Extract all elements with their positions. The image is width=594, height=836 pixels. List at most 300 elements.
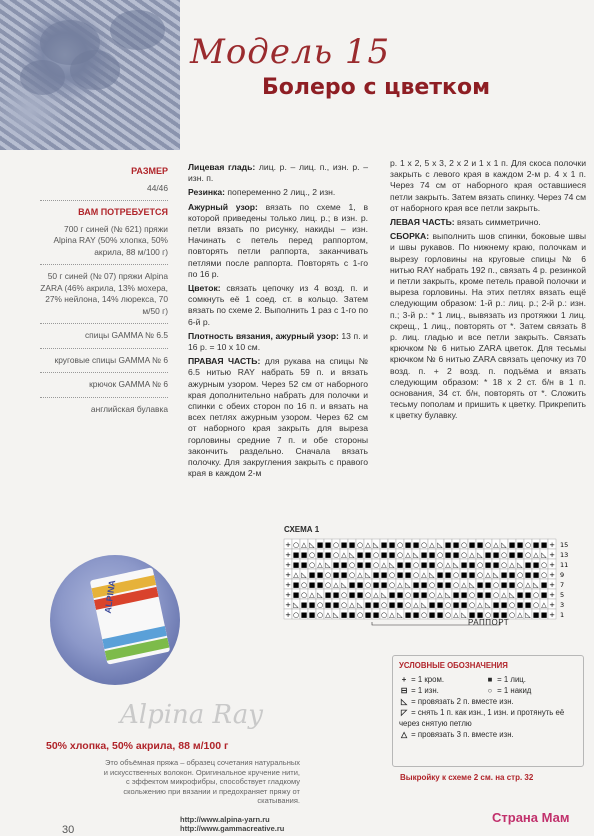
chart-symbol: △ — [325, 611, 331, 619]
edge-stitch-icon: + — [401, 675, 407, 684]
chart-symbol: ■ — [308, 601, 316, 609]
chart-symbol: ○ — [508, 611, 516, 619]
chart-symbol: ■ — [484, 591, 492, 599]
chart-symbol: ◺ — [541, 551, 547, 559]
chart-symbol: ◺ — [461, 611, 467, 619]
chart-symbol: △ — [517, 611, 523, 619]
chart-symbol: ○ — [532, 591, 540, 599]
chart-symbol: ○ — [348, 561, 356, 569]
chart-symbol: ◺ — [509, 591, 515, 599]
chart-symbol: ○ — [372, 551, 380, 559]
chart-symbol: ■ — [388, 591, 396, 599]
chart-symbol: ■ — [388, 541, 396, 549]
chart-symbol: ■ — [436, 611, 444, 619]
material-item: крючок GAMMA № 6 — [89, 379, 168, 389]
chart-symbol: △ — [349, 601, 355, 609]
chart-symbol: △ — [485, 571, 491, 579]
chart-symbol: ■ — [308, 611, 316, 619]
purl-stitch-icon: ⊟ — [400, 686, 408, 695]
chart-row-label: 9 — [560, 571, 565, 579]
chart-symbol: ○ — [340, 601, 348, 609]
footer-urls — [180, 815, 284, 833]
chart-row-label: 7 — [560, 581, 565, 589]
chart-symbol: ■ — [404, 611, 412, 619]
chart-symbol: ■ — [300, 611, 308, 619]
chart-caption: РАППОРТ — [468, 618, 510, 627]
chart-symbol: ■ — [476, 581, 484, 589]
chart-symbol: ■ — [412, 611, 420, 619]
chart-symbol: △ — [453, 611, 459, 619]
chart-symbol: ■ — [300, 601, 308, 609]
alpina-link[interactable]: http://www.alpina-yarn.ru — [180, 815, 270, 824]
chart-symbol: ■ — [476, 591, 484, 599]
chart-symbol: ○ — [492, 591, 500, 599]
chart-symbol: ○ — [476, 561, 484, 569]
chart-symbol: ■ — [396, 601, 404, 609]
chart-symbol: △ — [397, 581, 403, 589]
chart-symbol: ○ — [452, 581, 460, 589]
chart-symbol: ■ — [508, 571, 516, 579]
chart-symbol: ■ — [524, 571, 532, 579]
chart-symbol: ○ — [364, 581, 372, 589]
chart-symbol: ○ — [452, 571, 460, 579]
chart-symbol: △ — [309, 591, 315, 599]
chart-symbol: △ — [357, 571, 363, 579]
chart-symbol: ◺ — [493, 571, 499, 579]
chart-symbol: ○ — [524, 551, 532, 559]
chart-symbol: ○ — [420, 541, 428, 549]
chart-symbol: ■ — [340, 611, 348, 619]
instructions-column-1 — [188, 162, 368, 482]
chart-symbol: ■ — [444, 551, 452, 559]
chart-symbol: ■ — [396, 561, 404, 569]
chart-symbol: △ — [509, 561, 515, 569]
chart-symbol: ◺ — [445, 591, 451, 599]
chart-symbol: ■ — [500, 611, 508, 619]
chart-symbol: ○ — [460, 551, 468, 559]
chart-symbol: △ — [341, 551, 347, 559]
chart-symbol: ■ — [380, 551, 388, 559]
yarn-spec: 50% хлопка, 50% акрила, 88 м/100 г — [46, 740, 229, 752]
chart-symbol: ◺ — [421, 601, 427, 609]
chart-symbol: ■ — [532, 541, 540, 549]
chart-symbol: △ — [381, 561, 387, 569]
chart-symbol: ■ — [324, 601, 332, 609]
material-item: спицы GAMMA № 6.5 — [84, 330, 168, 340]
chart-symbol: ○ — [388, 581, 396, 589]
chart-symbol: ■ — [452, 601, 460, 609]
chart-symbol: ■ — [540, 611, 548, 619]
chart-symbol: + — [549, 611, 555, 619]
chart-symbol: + — [285, 551, 291, 559]
chart-symbol: ○ — [388, 571, 396, 579]
chart-symbol: + — [549, 541, 555, 549]
materials-column — [40, 160, 168, 416]
chart-symbol: ◺ — [525, 611, 531, 619]
chart-symbol: ○ — [380, 611, 388, 619]
chart-symbol: ■ — [292, 581, 300, 589]
chart-symbol: + — [285, 571, 291, 579]
chart-symbol: + — [285, 581, 291, 589]
chart-symbol: ■ — [396, 591, 404, 599]
chart-symbol: ○ — [444, 611, 452, 619]
chart-symbol: ○ — [484, 541, 492, 549]
paragraph: Резинка: попеременно 2 лиц., 2 изн. — [188, 187, 336, 198]
chart-symbol: ■ — [524, 591, 532, 599]
chart-symbol: ■ — [492, 611, 500, 619]
chart-symbol: ■ — [364, 601, 372, 609]
chart-row-label: 15 — [560, 541, 569, 549]
chart-symbol: ■ — [412, 541, 420, 549]
chart-symbol: + — [549, 561, 555, 569]
chart-symbol: ◺ — [317, 591, 323, 599]
chart-symbol: ◺ — [333, 611, 339, 619]
chart-symbol: ■ — [436, 601, 444, 609]
chart-symbol: ■ — [372, 611, 380, 619]
chart-symbol: ■ — [340, 541, 348, 549]
chart-symbol: ◺ — [373, 541, 379, 549]
chart-symbol: △ — [405, 551, 411, 559]
chart-symbol: ○ — [396, 551, 404, 559]
chart-symbol: ○ — [340, 591, 348, 599]
chart-symbol: ◺ — [437, 541, 443, 549]
chart-symbol: ■ — [492, 561, 500, 569]
chart-symbol: ○ — [492, 581, 500, 589]
chart-symbol: △ — [445, 561, 451, 569]
chart-symbol: ■ — [300, 561, 308, 569]
chart-symbol: △ — [461, 581, 467, 589]
chart-symbol: ○ — [380, 601, 388, 609]
chart-symbol: ○ — [484, 611, 492, 619]
chart-symbol: ■ — [468, 561, 476, 569]
chart-symbol: ○ — [316, 611, 324, 619]
chart-symbol: ■ — [540, 541, 548, 549]
chart-symbol: ■ — [460, 591, 468, 599]
chart-symbol: ■ — [316, 581, 324, 589]
chart-symbol: ○ — [292, 541, 300, 549]
chart-symbol: ■ — [460, 601, 468, 609]
size-value: 44/46 — [147, 182, 168, 193]
chart-symbol: ■ — [412, 581, 420, 589]
chart-symbol: ◺ — [341, 581, 347, 589]
chart-symbol: ■ — [364, 561, 372, 569]
chart-symbol: ■ — [444, 571, 452, 579]
chart-symbol: ■ — [324, 551, 332, 559]
yarn-label: ALPINA — [90, 567, 170, 664]
chart-symbol: ○ — [300, 581, 308, 589]
chart-symbol: ◺ — [533, 581, 539, 589]
chart-symbol: ■ — [340, 561, 348, 569]
chart-symbol: ■ — [500, 571, 508, 579]
legend-box: УСЛОВНЫЕ ОБОЗНАЧЕНИЯ + = 1 кром. ■ = 1 лиц. ⊟ = 1 изн. ○ = 1 накид ◺ = провязать 2 п. вместе изн. ◸ = снять 1 п. как изн., 1 изн. и протянуть её через снятую петлю △ = провязать 3 п. вместе изн. — [392, 655, 584, 767]
chart-symbol: ■ — [396, 571, 404, 579]
chart-symbol: ◺ — [389, 561, 395, 569]
chart-symbol: + — [549, 601, 555, 609]
chart-symbol: ■ — [332, 591, 340, 599]
chart-symbol: ■ — [452, 591, 460, 599]
chart-symbol: ■ — [500, 581, 508, 589]
chart-row-label: 11 — [560, 561, 569, 569]
chart-symbol: △ — [541, 601, 547, 609]
chart-symbol: ■ — [428, 601, 436, 609]
material-item: круговые спицы GAMMA № 6 — [54, 354, 168, 365]
chart-symbol: ■ — [516, 591, 524, 599]
p3tog-icon: △ — [401, 730, 407, 739]
chart-symbol: ◺ — [349, 551, 355, 559]
yarn-ball-image — [50, 555, 180, 685]
chart-symbol: ○ — [308, 551, 316, 559]
chart-symbol: ■ — [508, 551, 516, 559]
chart-symbol: ■ — [404, 571, 412, 579]
bolero-photo — [0, 0, 180, 150]
chart-symbol: ■ — [492, 601, 500, 609]
chart-symbol: ○ — [540, 571, 548, 579]
chart-symbol: ■ — [332, 571, 340, 579]
chart-symbol: + — [285, 561, 291, 569]
chart-symbol: ○ — [356, 611, 364, 619]
chart-symbol: ○ — [500, 561, 508, 569]
materials-heading: ВАМ ПОТРЕБУЕТСЯ — [78, 207, 168, 217]
chart-symbol: ○ — [332, 541, 340, 549]
knit-stitch-icon: ■ — [487, 675, 493, 684]
chart-symbol: ○ — [428, 581, 436, 589]
chart-symbol: △ — [437, 591, 443, 599]
chart-symbol: + — [549, 581, 555, 589]
chart-symbol: ■ — [380, 581, 388, 589]
chart-symbol: ◺ — [301, 571, 307, 579]
chart-symbol: ■ — [428, 561, 436, 569]
paragraph: ЛЕВАЯ ЧАСТЬ: вязать симметрично. — [390, 217, 541, 228]
chart-symbol: ○ — [300, 591, 308, 599]
chart-symbol: ■ — [436, 581, 444, 589]
chart-symbol: ◺ — [405, 581, 411, 589]
chart-symbol: ○ — [412, 561, 420, 569]
chart-symbol: ○ — [420, 611, 428, 619]
chart-symbol: ■ — [500, 601, 508, 609]
chart-symbol: ■ — [508, 581, 516, 589]
chart-symbol: ○ — [500, 551, 508, 559]
chart-symbol: ■ — [300, 551, 308, 559]
chart-symbol: △ — [477, 601, 483, 609]
chart-symbol: ■ — [436, 571, 444, 579]
chart-symbol: ◺ — [365, 571, 371, 579]
chart-symbol: ■ — [348, 611, 356, 619]
chart-symbol: △ — [317, 561, 323, 569]
chart-symbol: ○ — [308, 561, 316, 569]
chart-symbol: + — [285, 601, 291, 609]
chart-symbol: ◺ — [397, 611, 403, 619]
chart-symbol: ◺ — [413, 551, 419, 559]
chart-symbol: ◺ — [477, 551, 483, 559]
chart-symbol: ■ — [372, 581, 380, 589]
chart-symbol: △ — [533, 551, 539, 559]
chart-symbol: ■ — [476, 541, 484, 549]
pattern-reference: Выкройку к схеме 2 см. на стр. 32 — [400, 773, 534, 782]
chart-symbol: ○ — [428, 591, 436, 599]
chart-symbol: △ — [365, 541, 371, 549]
chart-symbol: ■ — [316, 541, 324, 549]
chart-symbol: ○ — [532, 601, 540, 609]
gamma-link[interactable]: http://www.gammacreative.ru — [180, 824, 285, 833]
model-number: Модель 15 — [190, 32, 391, 72]
chart-symbol: ◺ — [453, 561, 459, 569]
chart-symbol: ■ — [380, 541, 388, 549]
chart-symbol: ■ — [460, 561, 468, 569]
chart-symbol: + — [549, 591, 555, 599]
chart-symbol: ■ — [372, 571, 380, 579]
chart-symbol: ■ — [388, 551, 396, 559]
chart-symbol: ■ — [380, 571, 388, 579]
chart-symbol: ■ — [388, 601, 396, 609]
chart-symbol: △ — [469, 551, 475, 559]
legend-heading: УСЛОВНЫЕ ОБОЗНАЧЕНИЯ — [399, 661, 508, 670]
chart-symbol: ■ — [516, 541, 524, 549]
chart-symbol: ■ — [308, 571, 316, 579]
chart-symbol: ■ — [468, 571, 476, 579]
chart-symbol: ○ — [372, 561, 380, 569]
paragraph: Цветок: связать цепочку из 4 возд. п. и сомкнуть её 1 соед. ст. в кольцо. Затем вязать по схеме 2. Выполнить 1 раз с 1-го по 6-й р. — [188, 283, 368, 327]
chart-symbol: ○ — [364, 591, 372, 599]
chart-row-label: 1 — [560, 611, 565, 619]
chart-symbol: ○ — [468, 601, 476, 609]
chart-symbol: ■ — [332, 601, 340, 609]
chart-symbol: ○ — [348, 571, 356, 579]
chart-symbol: ■ — [484, 581, 492, 589]
chart-symbol: ■ — [324, 541, 332, 549]
chart-symbol: + — [549, 551, 555, 559]
chart-symbol: ■ — [492, 551, 500, 559]
paragraph: ПРАВАЯ ЧАСТЬ: для рукава на спицы № 6.5 нитью RAY набрать 59 п. и вязать ажурным узором. Через 52 см от наборного края дополнительно набрать для полочки и спинки с обеих сторон по 16 п. и вязать на всех петлях ажурным узором. Через 62 см от наборного края закрыть для выреза горловины средние 7 п. и обе стороны закончить раздельно. Сначала вязать полочку. Для закругления закрыть с правого края в каждом 2-м — [188, 356, 369, 479]
chart-symbol: ■ — [428, 611, 436, 619]
chart-symbol: △ — [389, 611, 395, 619]
chart-symbol: ○ — [476, 571, 484, 579]
material-item: 50 г синей (№ 07) пряжи Alpina ZARA (46% акрила, 13% мохера, 27% нейлона, 14% люрекса, 70 м/50 г) — [40, 271, 168, 316]
chart-symbol: ○ — [444, 601, 452, 609]
chart-symbol: ■ — [420, 591, 428, 599]
chart-symbol: ■ — [316, 571, 324, 579]
chart-symbol: ■ — [364, 611, 372, 619]
chart-symbol: ■ — [532, 611, 540, 619]
chart-symbol: ○ — [540, 561, 548, 569]
chart-symbol: ○ — [468, 591, 476, 599]
chart-symbol: △ — [429, 541, 435, 549]
chart-symbol: + — [285, 611, 291, 619]
chart-title: СХЕМА 1 — [284, 525, 320, 534]
chart-symbol: + — [285, 591, 291, 599]
chart-symbol: ○ — [516, 581, 524, 589]
chart-symbol: △ — [293, 571, 299, 579]
chart-symbol: ◺ — [357, 601, 363, 609]
chart-symbol: ■ — [348, 591, 356, 599]
chart-symbol: ■ — [524, 561, 532, 569]
material-item: 700 г синей (№ 621) пряжи Alpina RAY (50% хлопка, 50% акрила, 88 м/100 г) — [53, 223, 168, 257]
chart-symbol: ■ — [484, 551, 492, 559]
paragraph: Лицевая гладь: лиц. р. – лиц. п., изн. р. – изн. п. — [188, 162, 369, 184]
chart-symbol: ■ — [348, 581, 356, 589]
chart-symbol: ■ — [460, 571, 468, 579]
watermark: Страна Мам — [492, 810, 570, 825]
chart-symbol: ■ — [340, 571, 348, 579]
chart-symbol: ■ — [444, 541, 452, 549]
chart-symbol: ◺ — [501, 541, 507, 549]
chart-symbol: ◺ — [517, 561, 523, 569]
page-number: 30 — [62, 824, 75, 836]
chart-symbol: ○ — [332, 551, 340, 559]
chart-symbol: △ — [301, 541, 307, 549]
knitting-chart — [282, 527, 582, 627]
chart-symbol: ■ — [484, 561, 492, 569]
chart-symbol: ■ — [420, 561, 428, 569]
chart-symbol: ◺ — [381, 591, 387, 599]
chart-symbol: △ — [501, 591, 507, 599]
chart-symbol: + — [285, 541, 291, 549]
chart-row-label: 5 — [560, 591, 565, 599]
chart-symbol: ■ — [308, 581, 316, 589]
chart-symbol: ■ — [540, 591, 548, 599]
paragraph: Ажурный узор: вязать по схеме 1, в которой приведены только лиц. р.; в изн. р. петли вязать по рисунку, накиды – изн. Начинать с петель перед раппортом, повторять петли раппорта, заканчивать петлями после раппорта. Повторять с 1-го по 16 р. — [188, 201, 369, 279]
chart-symbol: ■ — [516, 551, 524, 559]
chart-symbol: △ — [413, 601, 419, 609]
chart-symbol: ◺ — [309, 541, 315, 549]
chart-symbol: ○ — [324, 581, 332, 589]
chart-symbol: ■ — [356, 551, 364, 559]
chart-symbol: △ — [421, 571, 427, 579]
chart-symbol: ■ — [372, 601, 380, 609]
size-heading: РАЗМЕР — [131, 166, 168, 176]
chart-symbol: ■ — [316, 551, 324, 559]
paragraph: СБОРКА: выполнить шов спинки, боковые швы и швы рукавов. По нижнему краю, полочкам и вырезу горловины на круговые спицы № 6 нитью RAY набрать 192 п., связать 4 р. резинкой и петли закрыть, кроме петель правой полочки и выреза горловины. На этих петлях вязать ещё следующим образом: 1-й р.: лиц. р.; 2-й р.: изн. п.; 3-й р.: * 1 лиц., вывязать из протяжки 1 лиц. скрещ., 1 лиц., повторять от *. Затем связать 8 р. лиц. гладью и все петли закрыть. Связать крючком № 6 нитью ZARA цветок. Для тесьмы крючком № 6 нитью ZARA связать цепочку из 70 возд. п. + 2 возд. п. подъёма и вязать следующим образом: * 18 х 2 ст. б/н в 1 п. основания, 34 ст. б/н, повторять от *. Сложить тесьму пополам и пришить к цветку. Прикрепить к цветку булавку. — [390, 231, 586, 421]
chart-symbol: ■ — [332, 561, 340, 569]
instructions-column-2 — [390, 158, 586, 425]
chart-symbol: ○ — [356, 541, 364, 549]
chart-row-label: 13 — [560, 551, 569, 559]
chart-symbol: ■ — [356, 581, 364, 589]
chart-symbol: ○ — [324, 571, 332, 579]
chart-symbol: ○ — [292, 611, 300, 619]
chart-symbol: ○ — [524, 541, 532, 549]
chart-symbol: ■ — [428, 551, 436, 559]
chart-symbol: ■ — [420, 581, 428, 589]
chart-symbol: ■ — [356, 591, 364, 599]
chart-symbol: ■ — [356, 561, 364, 569]
chart-row-label: 3 — [560, 601, 565, 609]
chart-symbol: △ — [525, 581, 531, 589]
alpina-ray-logo: Alpina Ray — [120, 700, 263, 730]
chart-symbol: ○ — [508, 601, 516, 609]
chart-symbol: ■ — [532, 561, 540, 569]
chart-symbol: ■ — [420, 551, 428, 559]
page-title: Болеро с цветком — [262, 75, 491, 100]
chart-symbol: ■ — [532, 571, 540, 579]
chart-symbol: △ — [373, 591, 379, 599]
chart-symbol: ■ — [468, 611, 476, 619]
chart-symbol: ■ — [508, 541, 516, 549]
chart-symbol: ■ — [524, 601, 532, 609]
chart-symbol: ○ — [404, 601, 412, 609]
chart-symbol: ◺ — [485, 601, 491, 609]
paragraph: р. 1 х 2, 5 х 3, 2 х 2 и 1 х 1 п. Для скоса полочки закрыть с левого края в каждом 2-м р. 4 х 1 п. Через 74 см от наборного края оставшиеся петли закрыть. Затем вязать спинку. Через 74 см от наборного края все петли закрыть. — [390, 158, 586, 213]
chart-symbol: ◺ — [325, 561, 331, 569]
chart-symbol: ■ — [404, 541, 412, 549]
paragraph: Плотность вязания, ажурный узор: 13 п. и 16 р. = 10 х 10 см. — [188, 330, 368, 353]
chart-symbol: + — [549, 571, 555, 579]
chart-symbol: ■ — [404, 561, 412, 569]
chart-symbol: ■ — [324, 591, 332, 599]
chart-symbol: ■ — [364, 551, 372, 559]
chart-symbol: ○ — [436, 561, 444, 569]
yarn-description: Это объёмная пряжа – образец сочетания натуральных и искусственных волокон. Оригинальное кручение нити, с эффектом микрофибры, способствует гладкому скольжению при вязании и предохраняет пряжу от скатывания. — [103, 758, 300, 806]
material-item: английская булавка — [90, 403, 168, 414]
